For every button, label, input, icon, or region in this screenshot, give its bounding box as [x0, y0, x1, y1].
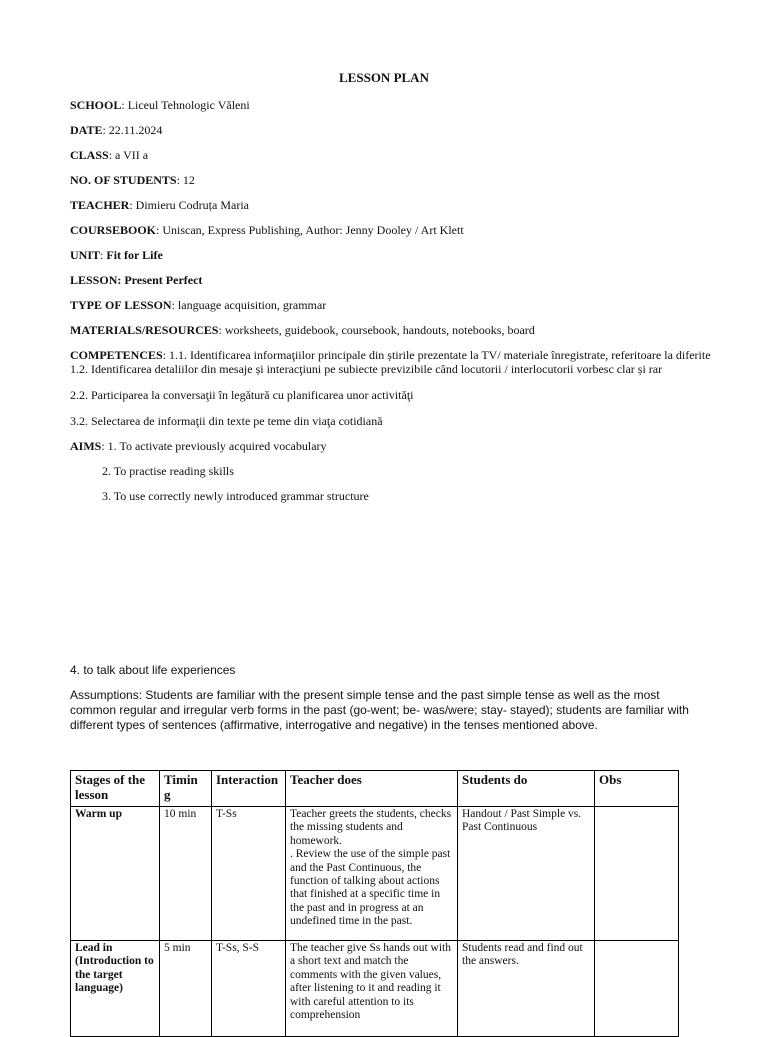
teacher-does-cell	[286, 807, 458, 941]
school-field	[70, 98, 250, 112]
class-label: CLASS	[70, 148, 109, 162]
teacher-does-text: The teacher give Ss hands out with a short text and match the comments with the given values, after listening to it and reading it with careful attention to its comprehension	[290, 942, 451, 1022]
assumptions-paragraph: Assumptions: Students are familiar with the present simple tense and the past simple tense as well as the most common regular and irregular verb forms in the past (go-went; be- was/were; stay- stayed); students are familiar with different types of sentences (affirmative, interrogative and negative) in the tenses mentioned above.	[70, 688, 689, 732]
obs-cell	[595, 941, 679, 1037]
teacher-label: TEACHER	[70, 198, 130, 212]
lesson-plan-table	[70, 770, 679, 1037]
type-value: : language acquisition, grammar	[171, 298, 327, 312]
coursebook-label: COURSEBOOK	[70, 223, 157, 237]
class-field	[70, 148, 148, 162]
type-field	[70, 298, 326, 312]
students-field	[70, 173, 195, 187]
competence-3-2: 3.2. Selectarea de informaţii din texte pe teme din viaţa cotidiană	[70, 414, 383, 428]
stage-cell: Lead in (Introduction to the target language)	[71, 941, 160, 1037]
teacher-value: : Dimieru Codruța Maria	[129, 198, 249, 212]
interaction-cell: T-Ss, S-S	[212, 941, 286, 1037]
students-label: NO. OF STUDENTS	[70, 173, 177, 187]
obs-cell	[595, 807, 679, 941]
header-students-do: Students do	[458, 771, 595, 807]
school-label: SCHOOL	[70, 98, 122, 112]
unit-label: UNIT	[70, 248, 101, 262]
competence-2-2: 2.2. Participarea la conversaţii în legătură cu planificarea unor activităţi	[70, 388, 414, 402]
interaction-cell: T-Ss	[212, 807, 286, 941]
table-row	[71, 807, 679, 941]
date-field	[70, 123, 162, 137]
students-do-cell: Students read and find out the answers.	[458, 941, 595, 1037]
stage-cell: Warm up	[71, 807, 160, 941]
teacher-does-cell	[286, 941, 458, 1037]
aim-1: : 1. To activate previously acquired vocabulary	[101, 439, 327, 453]
aims-field	[70, 439, 327, 453]
type-label: TYPE OF LESSON	[70, 298, 172, 312]
aims-label: AIMS	[70, 439, 102, 453]
materials-field	[70, 323, 535, 337]
competences-field	[70, 348, 711, 362]
school-value: : Liceul Tehnologic Văleni	[121, 98, 250, 112]
table-header-row	[71, 771, 679, 807]
lesson-label: LESSON: Present Perfect	[70, 273, 203, 287]
timing-cell: 10 min	[160, 807, 212, 941]
header-timing: Timin g	[160, 771, 212, 807]
lesson-field	[70, 273, 202, 287]
unit-separator: :	[100, 248, 107, 262]
aim-3: 3. To use correctly newly introduced grammar structure	[102, 489, 369, 503]
header-teacher-does: Teacher does	[286, 771, 458, 807]
students-value: : 12	[176, 173, 195, 187]
competence-1-2: 1.2. Identificarea detaliilor din mesaje și interacţiuni pe subiecte previzibile când locutorii / interlocutorii vorbesc clar și rar	[70, 362, 663, 376]
unit-field	[70, 248, 163, 262]
date-label: DATE	[70, 123, 103, 137]
aim-2: 2. To practise reading skills	[102, 464, 234, 478]
competence-1-1: : 1.1. Identificarea informaţiilor principale din știrile prezentate la TV/ materiale înregistrate, referitoare la diferite	[162, 348, 711, 362]
table-row	[71, 941, 679, 1037]
materials-label: MATERIALS/RESOURCES	[70, 323, 219, 337]
aim-4: 4. to talk about life experiences	[70, 663, 236, 677]
coursebook-field	[70, 223, 464, 237]
materials-value: : worksheets, guidebook, coursebook, handouts, notebooks, board	[218, 323, 535, 337]
header-obs: Obs	[595, 771, 679, 807]
unit-value: Fit for Life	[106, 248, 163, 262]
competences-label: COMPETENCES	[70, 348, 163, 362]
teacher-does-text: Teacher greets the students, checks the missing students and homework.	[290, 808, 452, 847]
students-do-cell: Handout / Past Simple vs. Past Continuous	[458, 807, 595, 941]
date-value: : 22.11.2024	[102, 123, 163, 137]
header-stages: Stages of the lesson	[71, 771, 160, 807]
class-value: : a VII a	[108, 148, 149, 162]
teacher-does-text: . Review the use of the simple past and the Past Continuous, the function of talking about actions that finished at a specific time in the past and in progress at an undefined time in the past.	[290, 848, 451, 928]
coursebook-value: : Uniscan, Express Publishing, Author: Jenny Dooley / Art Klett	[156, 223, 464, 237]
header-interaction: Interaction	[212, 771, 286, 807]
page-title: LESSON PLAN	[339, 70, 429, 85]
teacher-field	[70, 198, 249, 212]
timing-cell: 5 min	[160, 941, 212, 1037]
